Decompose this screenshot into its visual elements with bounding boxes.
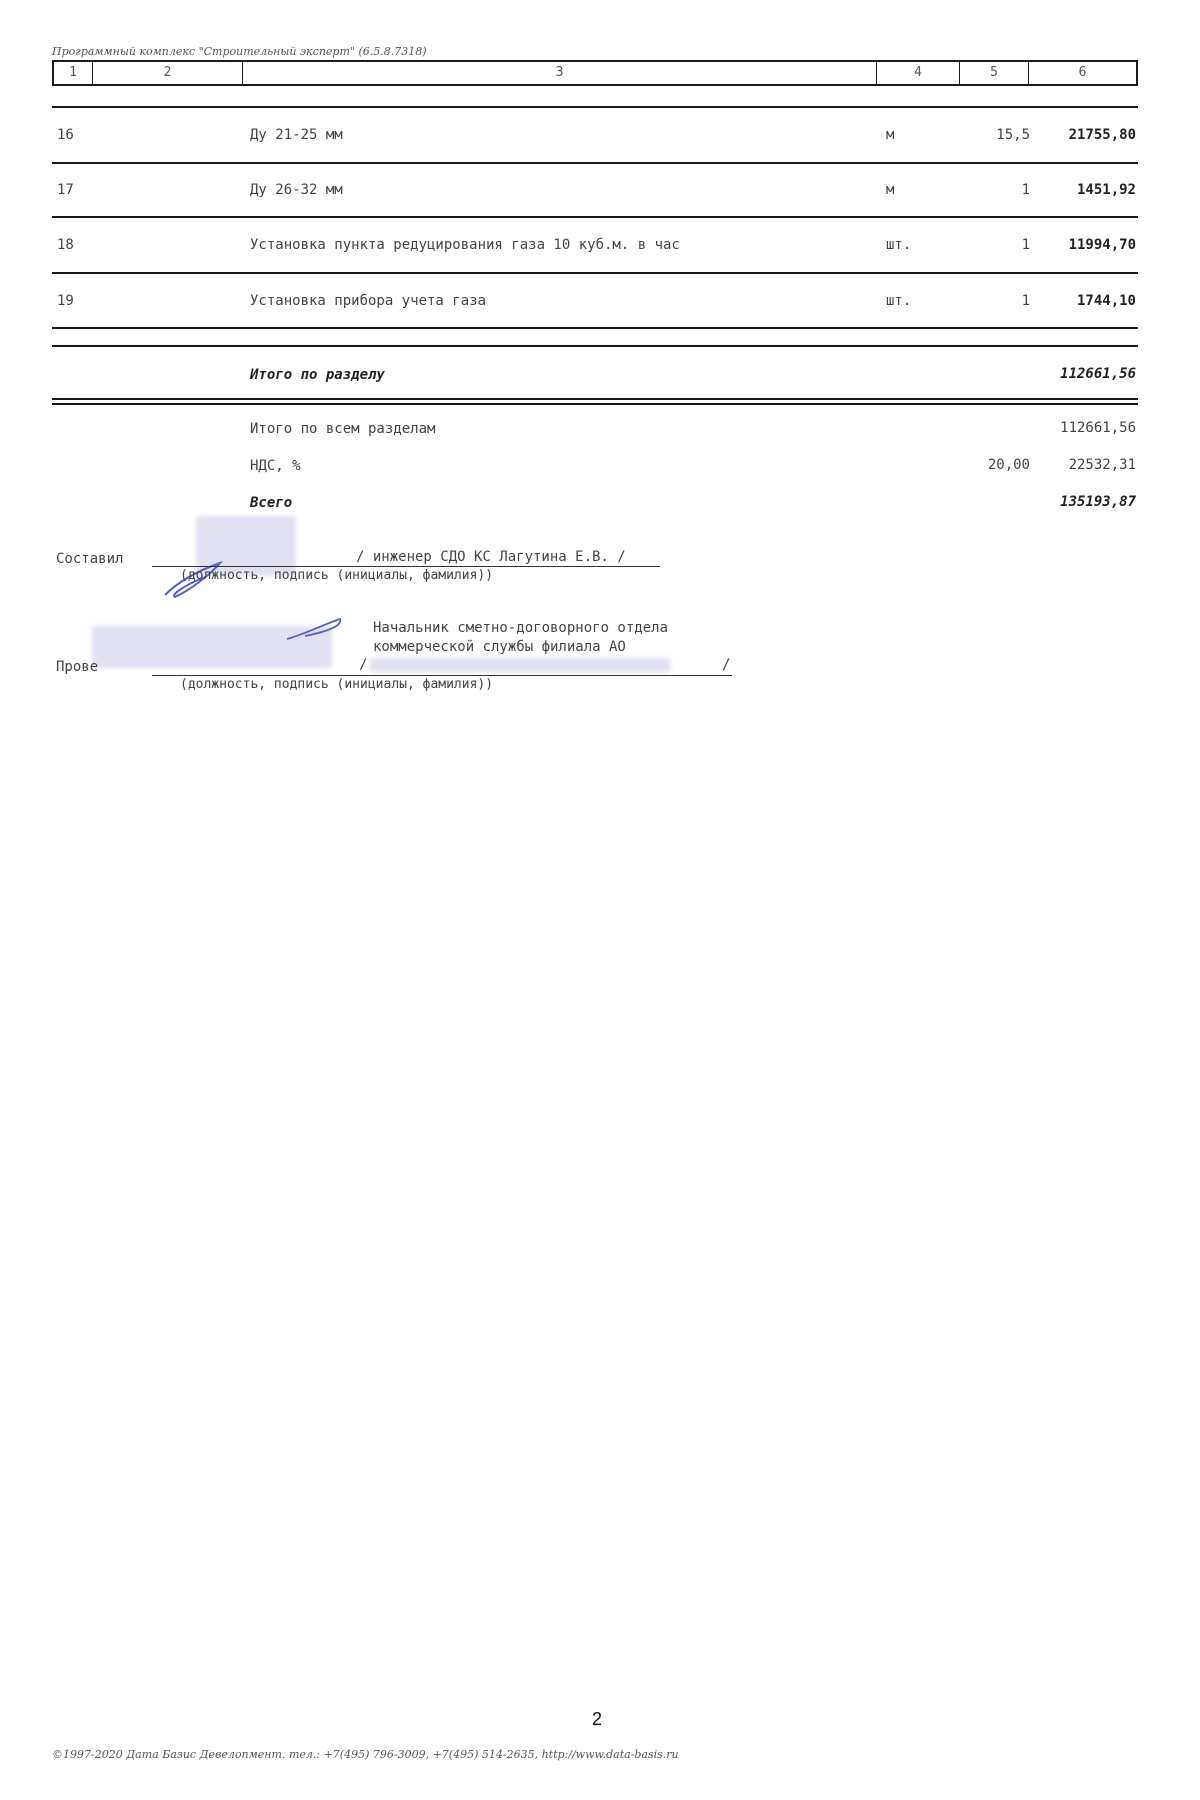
divider (52, 345, 1138, 347)
row-name: Ду 26-32 мм (250, 182, 343, 198)
row-number: 16 (57, 127, 74, 143)
vat-rate: 20,00 (987, 457, 1030, 473)
divider (52, 162, 1138, 164)
checked-slash: / (722, 657, 731, 673)
checked-position-line2: коммерческой службы филиала АО (373, 639, 626, 655)
compiled-person: / инженер СДО КС Лагутина Е.В. / (356, 549, 626, 565)
vat-label: НДС, % (250, 458, 301, 474)
compiled-caption: (должность, подпись (инициалы, фамилия)) (180, 568, 494, 583)
row-quantity: 15,5 (996, 127, 1030, 143)
row-number: 17 (57, 182, 74, 198)
signature-scribble (285, 614, 345, 644)
divider (52, 106, 1138, 108)
row-quantity: 1 (1021, 182, 1030, 198)
footer-copyright: ©1997-2020 Дата Базис Девелопмент. тел.: +7(495) 796-3009, +7(495) 514-2635, http://www.data-basis.ru (52, 1748, 679, 1761)
divider (52, 216, 1138, 218)
row-number: 19 (57, 293, 74, 309)
software-note: Программный комплекс "Строительный эксперт" (6.5.8.7318) (52, 45, 427, 58)
column-header-2: 2 (92, 62, 242, 84)
all-sections-label: Итого по всем разделам (250, 421, 436, 437)
row-name: Установка пункта редуцирования газа 10 куб.м. в час (250, 237, 680, 253)
section-total-value: 112661,56 (1060, 366, 1136, 382)
row-name: Ду 21-25 мм (250, 127, 343, 143)
divider (52, 327, 1138, 329)
row-unit: шт. (886, 237, 912, 253)
signature-line (152, 675, 732, 676)
checked-position-line1: Начальник сметно-договорного отдела (373, 620, 669, 636)
column-header-4: 4 (876, 62, 959, 84)
row-unit: шт. (886, 293, 912, 309)
row-number: 18 (57, 237, 74, 253)
signature-line (152, 566, 660, 567)
column-header-5: 5 (959, 62, 1028, 84)
column-header-6: 6 (1028, 62, 1136, 84)
checked-label: Прове (56, 659, 99, 675)
divider (52, 272, 1138, 274)
column-header-1: 1 (69, 65, 77, 80)
row-unit: м (886, 182, 895, 198)
column-header-3: 3 (242, 62, 876, 84)
vat-value: 22532,31 (1068, 457, 1136, 473)
checked-slash: / (359, 657, 368, 673)
compiled-label: Составил (56, 551, 124, 567)
column-header-row (52, 60, 1138, 86)
row-total: 1451,92 (1076, 182, 1136, 198)
row-unit: м (886, 127, 895, 143)
page-number: 2 (592, 1709, 603, 1729)
grand-total-label: Всего (250, 495, 293, 511)
all-sections-value: 112661,56 (1060, 420, 1136, 436)
row-name: Установка прибора учета газа (250, 293, 487, 309)
grand-total-value: 135193,87 (1060, 494, 1136, 510)
row-total: 21755,80 (1068, 127, 1136, 143)
divider (52, 403, 1138, 405)
row-quantity: 1 (1021, 237, 1030, 253)
row-quantity: 1 (1021, 293, 1030, 309)
row-total: 11994,70 (1068, 237, 1136, 253)
redacted-name (370, 658, 670, 672)
row-total: 1744,10 (1076, 293, 1136, 309)
divider (52, 398, 1138, 400)
section-total-label: Итого по разделу (250, 367, 385, 383)
checked-caption: (должность, подпись (инициалы, фамилия)) (180, 677, 494, 692)
